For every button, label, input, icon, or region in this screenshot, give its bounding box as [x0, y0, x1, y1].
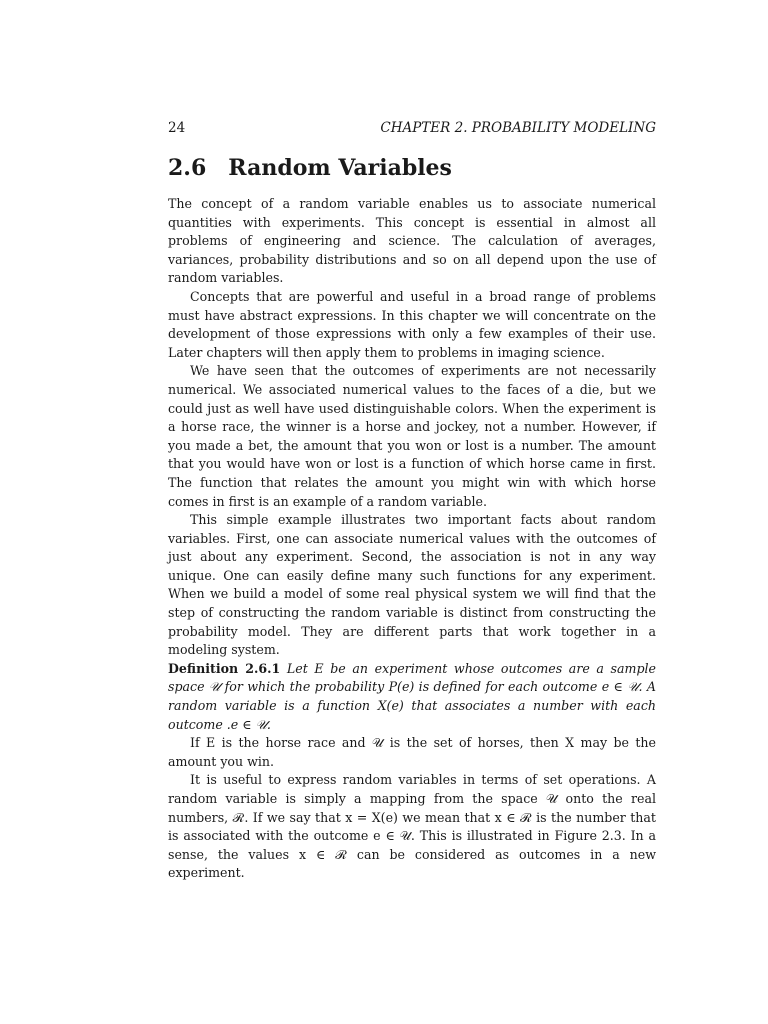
paragraph: If E is the horse race and 𝒰 is the set of horses, then X may be the amount you win.: [168, 735, 656, 769]
section-number: 2.6: [168, 155, 207, 181]
section-heading: [168, 154, 656, 182]
definition-block: [168, 660, 656, 734]
paragraph: Concepts that are powerful and useful in a broad range of problems must have abstract expressions. In this chapter we will concentrate on the development of those expressions with only a few examples of their use. Later chapters will then apply them to problems in imaging science.: [168, 288, 656, 360]
paragraph: It is useful to express random variables in terms of set operations. A random variable is simply a mapping from the space 𝒰 onto the real numbers, ℛ. If we say that x = X(e) we mean that x ∈ ℛ is the number that is associated with the outcome e ∈ 𝒰. This is illustrated in Figure 2.3. In a sense, the values x ∈ ℛ can be considered as outcomes in a new experiment.: [168, 772, 656, 881]
paragraph: The concept of a random variable enables us to associate numerical quantities with experiments. This concept is essential in almost all problems of engineering and science. The calculation of averages, variances, probability distributions and so on all depend upon the use of random variables.: [168, 196, 656, 286]
chapter-title: CHAPTER 2. PROBABILITY MODELING: [380, 120, 656, 136]
definition-text: Let E be an experiment whose outcomes are a sample space 𝒰 for which the probability P(e) is defined for each outcome e ∈ 𝒰. A random variable is a function X(e) that associates a number with each outcome .e ∈ 𝒰.: [168, 660, 657, 732]
definition-label: Definition 2.6.1: [168, 660, 281, 676]
paragraph: We have seen that the outcomes of experiments are not necessarily numerical. We associated numerical values to the faces of a die, but we could just as well have used distinguishable colors. When the experiment is a horse race, the winner is a horse and jockey, not a number. However, if you made a bet, the amount that you won or lost is a number. The amount that you would have won or lost is a function of which horse came in first. The function that relates the amount you might win with which horse comes in first is an example of a random variable.: [168, 363, 656, 509]
paragraph: This simple example illustrates two important facts about random variables. First, one can associate numerical values with the outcomes of just about any experiment. Second, the association is not in any way unique. One can easily define many such functions for any experiment. When we build a model of some real physical system we will find that the step of constructing the random variable is distinct from constructing the probability model. They are different parts that work together in a modeling system.: [168, 512, 656, 658]
body-text: [168, 195, 656, 883]
running-head: [168, 119, 656, 137]
section-title: Random Variables: [228, 155, 452, 181]
page-number: 24: [168, 120, 186, 136]
